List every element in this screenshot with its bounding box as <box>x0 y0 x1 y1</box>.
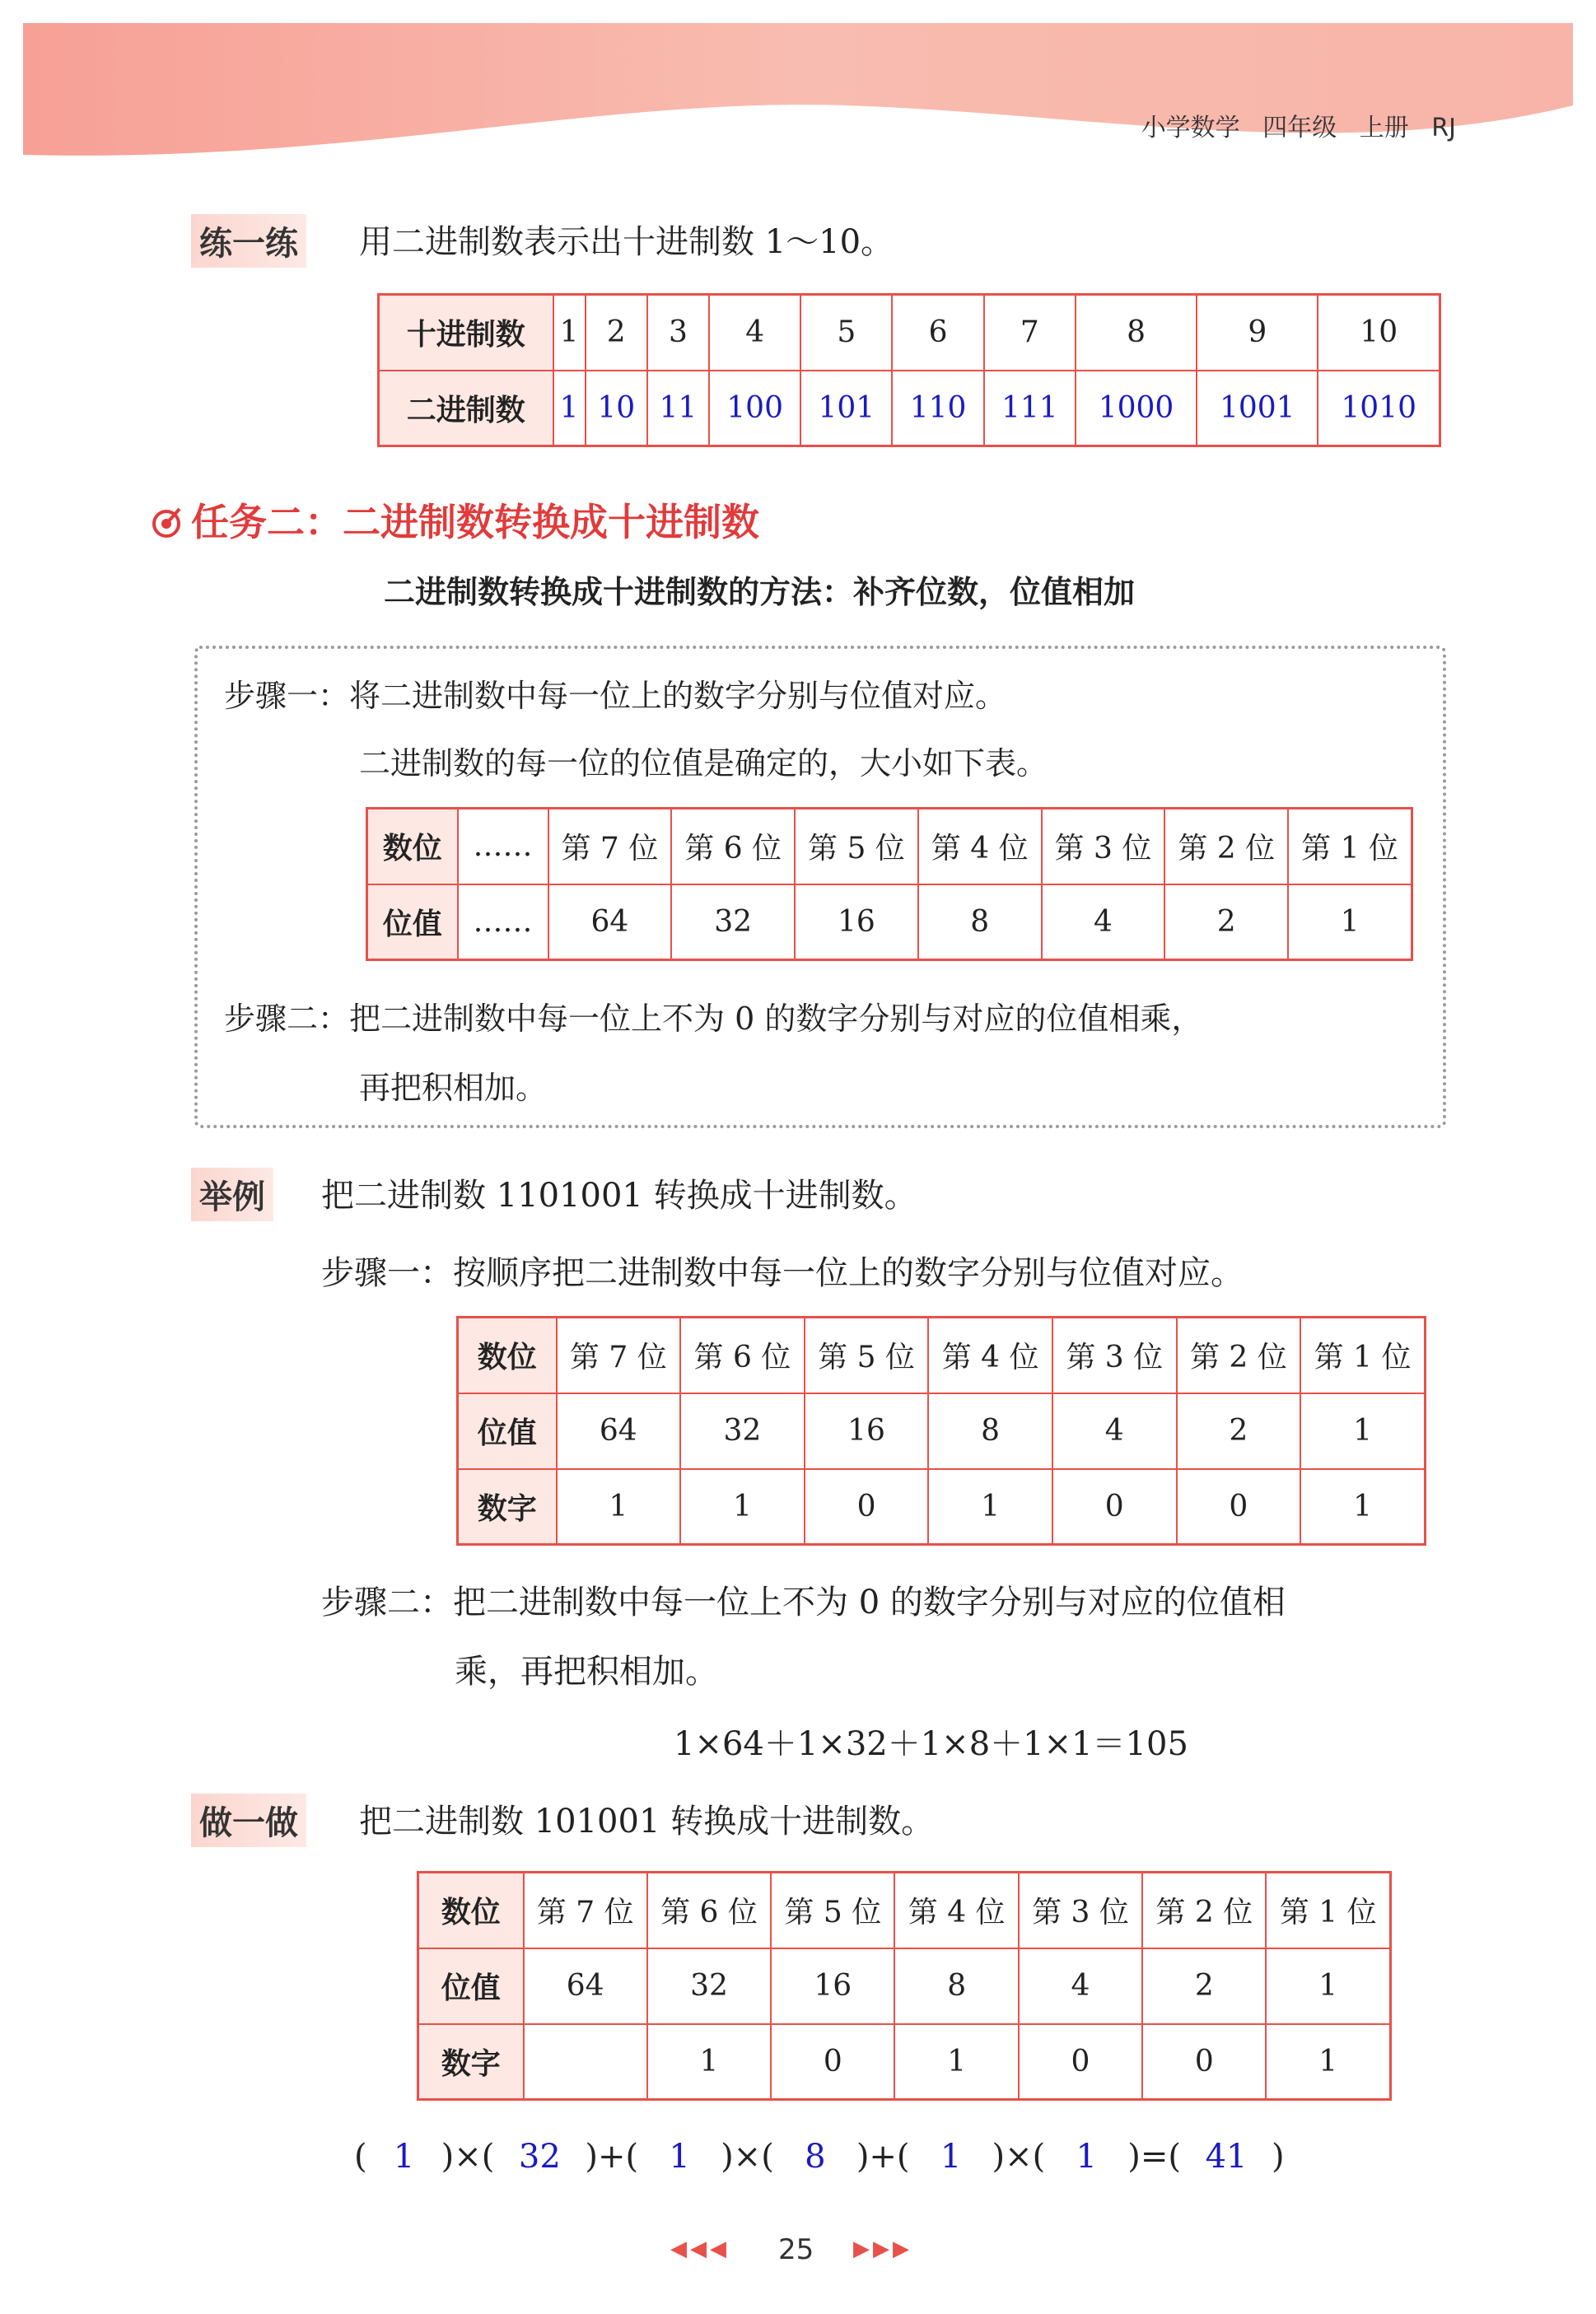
example-step2-line2: 乘，再把积相加。 <box>455 1653 718 1691</box>
left-arrows-icon: ◀◀◀ <box>670 2237 730 2261</box>
book-info: 小学数学 四年级 上册 RJ <box>1141 114 1456 142</box>
table-cell: 2 <box>586 295 647 371</box>
table-cell: 第 1 位 <box>1300 1318 1425 1393</box>
table-cell: 第 3 位 <box>1019 1873 1142 1948</box>
table-cell: 9 <box>1197 295 1318 371</box>
table-cell: 第 5 位 <box>805 1318 929 1393</box>
table-cell: 2 <box>1142 1948 1266 2024</box>
practice-tag: 练一练 <box>191 214 306 268</box>
answer-cell: 1 <box>553 371 586 446</box>
table-cell: 0 <box>771 2024 894 2100</box>
table-cell: 6 <box>892 295 983 371</box>
answer-blank: 1 <box>393 2138 415 2176</box>
table-cell: 32 <box>671 884 795 960</box>
table-cell: 1 <box>894 2024 1018 2100</box>
row-header: 数字 <box>458 1469 557 1545</box>
table-cell: 第 5 位 <box>771 1873 894 1948</box>
table-cell: 7 <box>984 295 1076 371</box>
table-cell: 第 4 位 <box>928 1318 1052 1393</box>
table-cell: 0 <box>1019 2024 1142 2100</box>
table-cell: 8 <box>1076 295 1197 371</box>
method-title: 二进制数转换成十进制数的方法：补齐位数，位值相加 <box>384 574 1136 610</box>
table-cell: 第 6 位 <box>671 809 795 884</box>
row-header: 数字 <box>418 2024 524 2100</box>
answer-result: 41 <box>1205 2138 1248 2176</box>
page-number: 25 <box>778 2233 814 2266</box>
table-cell: 8 <box>894 1948 1018 2024</box>
box-step2-line1: 步骤二：把二进制数中每一位上不为 0 的数字分别与对应的位值相乘， <box>224 1001 1203 1037</box>
row-header: 数位 <box>418 1873 524 1948</box>
table-cell: 第 1 位 <box>1266 1873 1390 1948</box>
answer-blank: 8 <box>805 2138 826 2176</box>
table-cell: 1 <box>1300 1469 1425 1545</box>
table-cell: 1 <box>680 1469 805 1545</box>
row-header: 十进制数 <box>379 295 553 371</box>
table-cell: 第 4 位 <box>894 1873 1018 1948</box>
table-cell: 5 <box>800 295 892 371</box>
answer-cell: 110 <box>892 371 983 446</box>
table-cell: 1 <box>1300 1393 1425 1469</box>
practice-instruction: 用二进制数表示出十进制数 1～10。 <box>359 223 894 261</box>
table-cell: 1 <box>1266 1948 1390 2024</box>
row-header: 位值 <box>418 1948 524 2024</box>
table-cell: 16 <box>771 1948 894 2024</box>
answer-cell: 111 <box>984 371 1076 446</box>
task-title: 任务二：二进制数转换成十进制数 <box>191 500 759 544</box>
table-row <box>367 884 1412 960</box>
table-cell: 第 6 位 <box>680 1318 805 1393</box>
table-row <box>379 371 1440 446</box>
table-cell: 第 7 位 <box>548 809 672 884</box>
table-row <box>458 1393 1426 1469</box>
table-cell: 8 <box>928 1393 1052 1469</box>
table-row <box>418 1948 1391 2024</box>
table-cell: 4 <box>1042 884 1165 960</box>
table-cell: 2 <box>1164 884 1288 960</box>
decimal-binary-table <box>377 293 1441 447</box>
table-cell: 1 <box>647 2024 771 2100</box>
table-cell: 64 <box>524 1948 647 2024</box>
table-cell: 2 <box>1177 1393 1301 1469</box>
example-step2-line1: 步骤二：把二进制数中每一位上不为 0 的数字分别与对应的位值相 <box>321 1584 1286 1621</box>
answer-expression: ( 1 )×( 32 )+( 1 )×( 8 )+( 1 )×( 1 )=( 41 ) <box>354 2138 1285 2176</box>
exercise-table <box>417 1871 1392 2101</box>
table-cell: 1 <box>557 1469 681 1545</box>
table-cell: 第 2 位 <box>1164 809 1288 884</box>
answer-cell: 101 <box>800 371 892 446</box>
table-cell: 1 <box>1266 2024 1390 2100</box>
exercise-tag: 做一做 <box>191 1794 306 1847</box>
table-cell: 第 5 位 <box>795 809 918 884</box>
answer-blank: 1 <box>1076 2138 1097 2176</box>
table-row <box>458 1469 1426 1545</box>
table-row <box>379 295 1440 371</box>
table-cell: 1 <box>928 1469 1052 1545</box>
example-step1: 步骤一：按顺序把二进制数中每一位上的数字分别与位值对应。 <box>321 1254 1244 1292</box>
answer-cell: 10 <box>586 371 647 446</box>
table-cell: 64 <box>557 1393 681 1469</box>
table-cell: 3 <box>647 295 709 371</box>
target-icon <box>150 506 183 539</box>
table-cell: 32 <box>680 1393 805 1469</box>
table-cell: 0 <box>1052 1469 1177 1545</box>
table-cell: 16 <box>805 1393 929 1469</box>
table-cell: 第 1 位 <box>1288 809 1412 884</box>
table-cell: 第 6 位 <box>647 1873 771 1948</box>
table-row <box>367 809 1412 884</box>
answer-cell: 1010 <box>1318 371 1440 446</box>
answer-cell: 1001 <box>1197 371 1318 446</box>
table-cell: 4 <box>1019 1948 1142 2024</box>
example-table <box>456 1316 1426 1546</box>
answer-blank: 1 <box>940 2138 962 2176</box>
table-cell: 第 3 位 <box>1042 809 1165 884</box>
table-cell: 第 2 位 <box>1177 1318 1301 1393</box>
table-cell: 8 <box>918 884 1042 960</box>
row-header: 数位 <box>367 809 458 884</box>
answer-blank: 1 <box>669 2138 690 2176</box>
table-cell: 10 <box>1318 295 1440 371</box>
table-cell: 1 <box>1288 884 1412 960</box>
answer-blank: 32 <box>518 2138 561 2176</box>
answer-cell: 100 <box>709 371 800 446</box>
table-cell: 1 <box>553 295 586 371</box>
row-header: 位值 <box>367 884 458 960</box>
example-tag: 举例 <box>191 1168 273 1221</box>
right-arrows-icon: ▶▶▶ <box>853 2237 912 2261</box>
table-cell: 第 7 位 <box>557 1318 681 1393</box>
box-step2-line2: 再把积相加。 <box>359 1070 548 1106</box>
row-header: 位值 <box>458 1393 557 1469</box>
example-text: 把二进制数 1101001 转换成十进制数。 <box>321 1177 917 1215</box>
table-cell <box>524 2024 647 2100</box>
exercise-text: 把二进制数 101001 转换成十进制数。 <box>359 1803 935 1840</box>
table-cell: …… <box>458 884 548 960</box>
table-row <box>458 1318 1426 1393</box>
table-cell: …… <box>458 809 548 884</box>
table-cell: 64 <box>548 884 672 960</box>
place-value-table <box>366 807 1413 961</box>
box-step1: 步骤一：将二进制数中每一位上的数字分别与位值对应。 <box>224 678 1007 714</box>
table-row <box>418 2024 1391 2100</box>
table-cell: 16 <box>795 884 918 960</box>
table-cell: 32 <box>647 1948 771 2024</box>
table-cell: 0 <box>1142 2024 1266 2100</box>
answer-cell: 1000 <box>1076 371 1197 446</box>
table-cell: 第 3 位 <box>1052 1318 1177 1393</box>
table-cell: 0 <box>805 1469 929 1545</box>
row-header: 二进制数 <box>379 371 553 446</box>
table-cell: 第 4 位 <box>918 809 1042 884</box>
table-cell: 0 <box>1177 1469 1301 1545</box>
table-cell: 4 <box>709 295 800 371</box>
example-equation: 1×64＋1×32＋1×8＋1×1＝105 <box>674 1725 1188 1763</box>
answer-cell: 11 <box>647 371 709 446</box>
table-cell: 第 7 位 <box>524 1873 647 1948</box>
box-step1-sub: 二进制数的每一位的位值是确定的，大小如下表。 <box>359 745 1048 781</box>
table-cell: 第 2 位 <box>1142 1873 1266 1948</box>
table-cell: 4 <box>1052 1393 1177 1469</box>
row-header: 数位 <box>458 1318 557 1393</box>
table-row <box>418 1873 1391 1948</box>
